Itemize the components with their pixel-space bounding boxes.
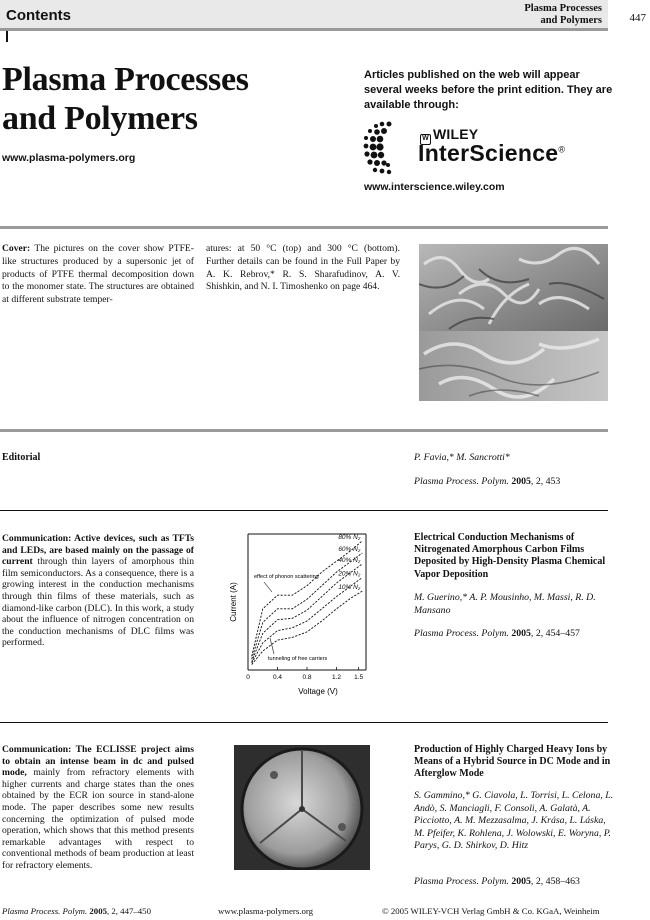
chart-annotation: tunneling of free carriers bbox=[268, 656, 328, 662]
section-title: Contents bbox=[6, 7, 71, 24]
series-label: 80% N₂ bbox=[338, 533, 361, 541]
running-head-line1: Plasma Processes bbox=[524, 3, 602, 14]
section-rule bbox=[0, 429, 608, 432]
journal-title-line1: Plasma Processes bbox=[2, 61, 249, 98]
article2-citation: Plasma Process. Polym. 2005, 2, 458–463 bbox=[414, 876, 580, 887]
article1-citation: Plasma Process. Polym. 2005, 2, 454–457 bbox=[414, 628, 580, 639]
series-label: 20% N₂ bbox=[338, 570, 361, 578]
article1-authors: M. Guerino,* A. P. Mousinho, M. Massi, R. D. Mansano bbox=[414, 592, 596, 616]
x-tick-label: 0 bbox=[246, 674, 250, 681]
editorial-authors: P. Favia,* M. Sancrotti* bbox=[414, 452, 510, 463]
cover-text-col2: atures: at 50 °C (top) and 300 °C (bottom). Further details can be found in the Full Paper by A. K. Rebrov,* R. S. Sharafudinov, A. V. Shishkin, and N. I. Timoshenko on page 464. bbox=[206, 243, 400, 293]
article2-title[interactable]: Production of Highly Charged Heavy Ions by Means of a Hybrid Source in DC Mode and in Afterglow Mode bbox=[414, 744, 611, 780]
series-label: 60% N₂ bbox=[338, 546, 361, 554]
chart-xlabel: Voltage (V) bbox=[298, 687, 338, 696]
series-label: 10% N₂ bbox=[338, 584, 361, 592]
series-label: 40% N₂ bbox=[338, 556, 361, 564]
editorial-label: Editorial bbox=[2, 452, 41, 463]
page-number: 447 bbox=[629, 12, 646, 24]
wiley-interscience-logo bbox=[362, 118, 592, 176]
interscience-wordmark: InterScience® bbox=[418, 140, 566, 166]
footer-citation: Plasma Process. Polym. 2005, 2, 447–450 bbox=[2, 906, 151, 916]
journal-title-line2: and Polymers bbox=[2, 100, 198, 137]
x-tick-label: 1.5 bbox=[354, 674, 364, 681]
editorial-citation: Plasma Process. Polym. 2005, 2, 453 bbox=[414, 476, 561, 487]
article2-abstract: Communication: The ECLISSE project aims to obtain an intense beam in dc and pulsed mode, mainly from refractory elements with higher currents and charge states than the ones obtained by the ECR ion source in stand-alone mode. The paper describes some new results concerning the optimization of pulsed mode operation, which shows that this method presents remarkable advantages with respect to conventional methods of beam production at least for refractory elements. bbox=[2, 744, 194, 871]
journal-url[interactable]: www.plasma-polymers.org bbox=[2, 152, 136, 164]
chart-ylabel: Current (A) bbox=[229, 582, 238, 622]
cover-text-col1: Cover: The pictures on the cover show PTFE-like structures produced by a supersonic jet of products of PTFE thermal decomposition down to the monomer state. The structures are obtained at different substrate temper- bbox=[2, 243, 194, 306]
interscience-url[interactable]: www.interscience.wiley.com bbox=[364, 181, 505, 193]
article2-authors: S. Gammino,* G. Ciavola, L. Torrisi, L. Celona, L. Andò, S. Manciagli, F. Consoli, A. Galatà, A. Picciotto, A. M. Mezzasalma, J. Krása, L. Láska, M. Pfeifer, K. Rohlena, J. Wolowski, E. Woryna, P. Parys, G. D. Shirkov, D. Hitz bbox=[414, 790, 614, 852]
ion-source-photo bbox=[234, 745, 370, 870]
article1-title[interactable]: Electrical Conduction Mechanisms of Nitrogenated Amorphous Carbon Films Deposited by High-Density Plasma Chemical Vapor Deposition bbox=[414, 532, 606, 580]
article1-abstract: Communication: Active devices, such as TFTs and LEDs, are based mainly on the passage of current through thin layers of amorphous thin film semiconductors. As a consequence, there is a growing interest in the conduction mechanisms through thin films of these materials, such as diamond-like carbon (DLC). In this work, a study about the influence of nitrogen concentration on the conduction mechanisms of DLC films was performed. bbox=[2, 533, 194, 649]
section-rule bbox=[0, 510, 608, 511]
chart-annotation: effect of phonon scattering bbox=[254, 574, 319, 580]
globe-dots-icon bbox=[362, 120, 418, 176]
series-line bbox=[252, 591, 363, 665]
wiley-box-icon: W bbox=[420, 134, 431, 145]
chart-axes bbox=[248, 534, 366, 670]
x-tick-label: 0.8 bbox=[302, 674, 312, 681]
wiley-wordmark: W WILEY bbox=[420, 126, 478, 145]
series-line bbox=[252, 553, 363, 659]
iv-chart bbox=[226, 530, 376, 700]
cover-image bbox=[419, 244, 608, 401]
journal-title bbox=[2, 60, 249, 138]
x-tick-label: 1.2 bbox=[331, 674, 342, 681]
cover-micrograph bbox=[419, 244, 608, 401]
web-note: Articles published on the web will appear several weeks before the print edition. They are available through: bbox=[364, 69, 613, 111]
header-rule bbox=[0, 28, 608, 31]
annotation-arrow bbox=[270, 638, 274, 654]
footer-copyright: © 2005 WILEY-VCH Verlag GmbH & Co. KGaA, Weinheim bbox=[382, 906, 600, 916]
running-head-line2: and Polymers bbox=[540, 15, 602, 26]
annotation-arrow bbox=[264, 582, 272, 592]
footer-url[interactable]: www.plasma-polymers.org bbox=[218, 906, 314, 916]
running-head bbox=[462, 3, 602, 27]
section-rule bbox=[0, 722, 608, 723]
x-tick-label: 0.4 bbox=[272, 674, 283, 681]
section-rule bbox=[0, 226, 608, 229]
cover-label: Cover: bbox=[2, 243, 31, 254]
